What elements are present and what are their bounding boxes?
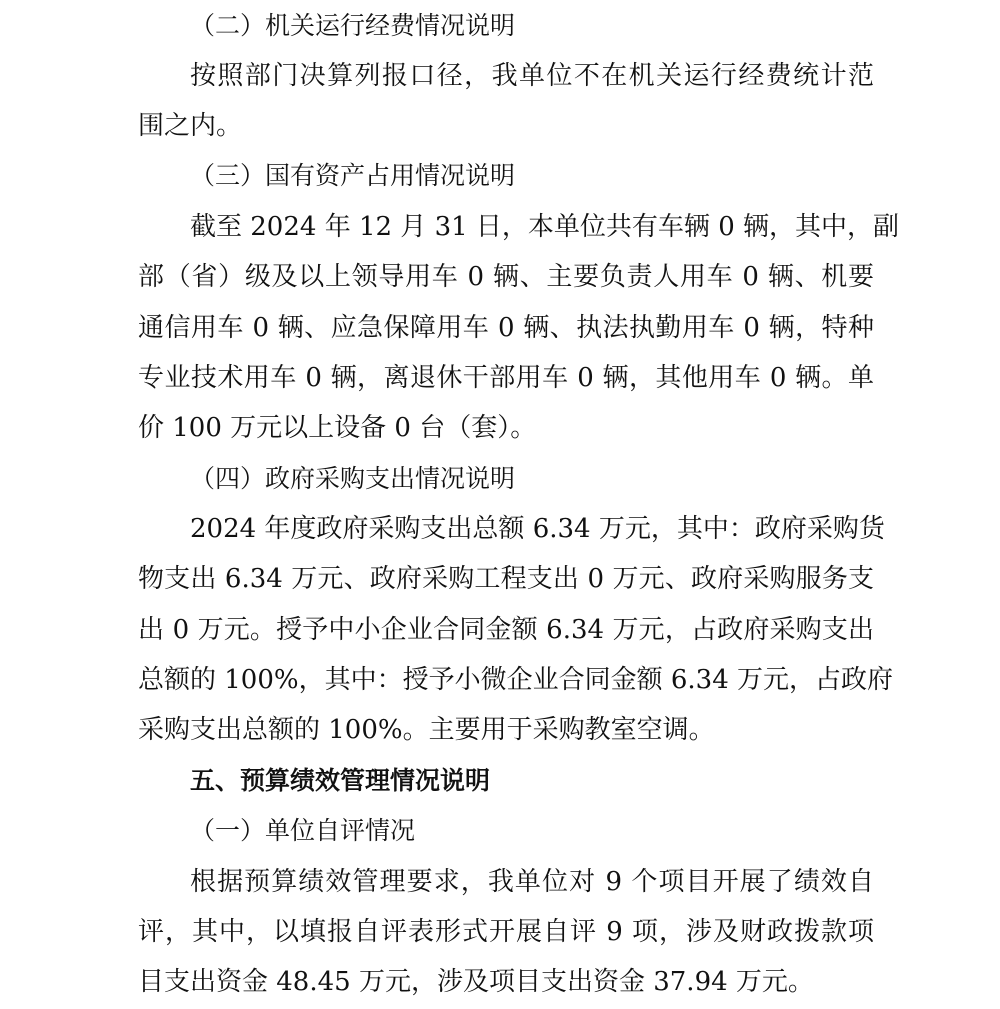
paragraph-line: 根据预算绩效管理要求，我单位对 9 个项目开展了绩效自 bbox=[190, 867, 874, 897]
paragraph-line: 2024 年度政府采购支出总额 6.34 万元，其中：政府采购货 bbox=[190, 514, 885, 544]
paragraph-line: 通信用车 0 辆、应急保障用车 0 辆、执法执勤用车 0 辆，特种 bbox=[138, 313, 874, 343]
paragraph-line: 部（省）级及以上领导用车 0 辆、主要负责人用车 0 辆、机要 bbox=[138, 262, 874, 292]
paragraph-line: 采购支出总额的 100%。主要用于采购教室空调。 bbox=[138, 715, 715, 745]
section-title-state-assets: （三）国有资产占用情况说明 bbox=[190, 161, 516, 190]
section-title-procurement: （四）政府采购支出情况说明 bbox=[190, 464, 516, 493]
paragraph-line: 截至 2024 年 12 月 31 日，本单位共有车辆 0 辆，其中，副 bbox=[190, 212, 899, 242]
paragraph-line: 总额的 100%，其中：授予小微企业合同金额 6.34 万元，占政府 bbox=[138, 665, 894, 695]
paragraph-line: 物支出 6.34 万元、政府采购工程支出 0 万元、政府采购服务支 bbox=[138, 564, 874, 594]
section-title-operating-expenses: （二）机关运行经费情况说明 bbox=[190, 11, 516, 40]
paragraph-line: 按照部门决算列报口径，我单位不在机关运行经费统计范 bbox=[190, 61, 874, 91]
paragraph-line: 出 0 万元。授予中小企业合同金额 6.34 万元，占政府采购支出 bbox=[138, 615, 874, 645]
section-title-self-evaluation: （一）单位自评情况 bbox=[190, 816, 416, 845]
paragraph-line: 围之内。 bbox=[138, 111, 243, 141]
paragraph-line: 专业技术用车 0 辆，离退休干部用车 0 辆，其他用车 0 辆。单 bbox=[138, 363, 874, 393]
paragraph-line: 评，其中，以填报自评表形式开展自评 9 项，涉及财政拨款项 bbox=[138, 917, 874, 947]
paragraph-line: 价 100 万元以上设备 0 台（套）。 bbox=[138, 413, 537, 443]
paragraph-line: 目支出资金 48.45 万元，涉及项目支出资金 37.94 万元。 bbox=[138, 967, 814, 997]
section-title-performance-management: 五、预算绩效管理情况说明 bbox=[190, 766, 491, 795]
